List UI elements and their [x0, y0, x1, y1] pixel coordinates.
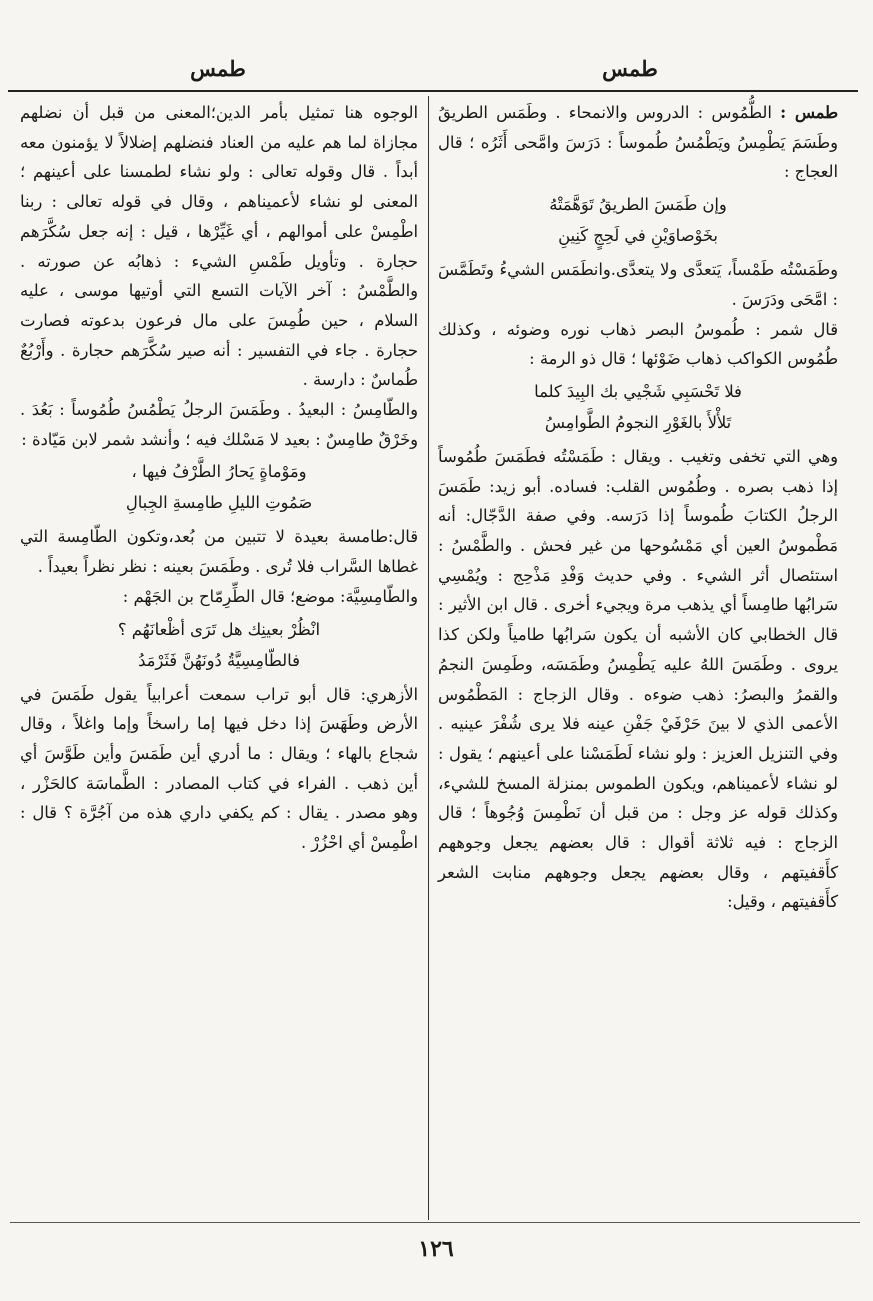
paragraph: الوجوه هنا تمثيل بأمر الدين؛المعنى من قبل أن نضلهم مجازاة لما هم عليه من العناد فنضلهم إضلالاً لا يؤمنون معه أبداً . قال وقوله تعالى : ولو نشاء لطمسنا على أعينهم ؛ المعنى لو نشاء لأعميناهم ، وقال في قوله تعالى : ربنا اطْمِسْ على أموالهم ، أي غَيِّرْها ، قيل : إنه جعل سُكَّرَهم حجارة . وتأويل طَمْسِ الشيء : ذهابُه عن صورته . والطَّمْسُ : آخر الآيات التسع التي أوتيها موسى ، عليه السلام ، حين طُمِسَ على مال فرعون بدعوته فصارت حجارة . جاء في التفسير : أنه صير سُكَّرَهم حجارة . وأَرْبُعٌ طُماسٌ : دارسة . — [20, 103, 418, 390]
verse-line: ومَوْماةٍ يَحارُ الطَّرْفُ فيها ، — [131, 462, 307, 482]
column-divider — [428, 96, 429, 1220]
paragraph: والطّامِسُ : البعيدُ . وطَمَسَ الرجلُ يَطْمُسُ طُمُوساً : بَعُدَ . وخَرْقٌ طامِسٌ : بعيد لا مَسْلك فيه ؛ وأنشد شمر لابن مَيّادة : — [20, 400, 418, 449]
page-number: ١٢٦ — [418, 1236, 454, 1262]
poem-verse — [20, 614, 418, 676]
running-header-left: طمس — [190, 56, 246, 81]
paragraph: الأزهري: قال أبو تراب سمعت أعرابياً يقول طَمَسَ في الأرض وطَهَسَ إذا دخل فيها إما راسخاً وإما واغلاً ، وقال شجاع بالهاء ؛ ويقال : ما أدري أين طَمَسَ وأين طَوَّسَ أي أين ذهب . الفراء في كتاب المصادر : الطَّماسَة كالحَزْر ، وهو مصدر . يقال : كم يكفي داري هذه من آجُرَّة ؟ قال : اطْمِسْ أي احْزُرْ . — [20, 684, 418, 853]
verse-line: بخَوْصاوَيْنِ في لَحِجٍ كَنِينِ — [558, 226, 718, 246]
entry-opening-paragraph — [438, 98, 838, 187]
paragraph: قال:طامسة بعيدة لا تتبين من بُعد،وتكون الطّامِسة التي غطاها السَّراب فلا تُرى . وطَمَسَ بعينه : نظر نظراً بعيداً . — [20, 527, 418, 577]
entry-headword: طمس : — [780, 103, 838, 122]
poem-verse — [438, 189, 838, 251]
left-column — [20, 98, 418, 858]
verse-line: فلا تَحْسَبِي شَجْيي بك البِيدَ كلما — [534, 381, 742, 401]
paragraph: وهي التي تخفى وتغيب . ويقال : طَمَسْتُه فطَمَسَ طُمُوساً إذا ذهب بصره . وطُمُوس القلب: فساده. أبو زيد: طَمَسَ الرجلُ الكتابَ طُموساً إذا دَرَسه. وفي صفة الدَّجّال: أنه مَطْموسُ العين أي مَمْسُوحها من غير فحش . والطَّمْسُ : استئصال أثر الشيء . وفي حديث وَفْدِ مَذْحِج : ويُمْسِي سَرابُها طامِساً أي يذهب مرة ويجيء أخرى . قال ابن الأثير : قال الخطابي كان الأشبه أن يكون سَرابُها طامياً ولكن كذا يروى . وطَمَسَ اللهُ عليه يَطْمِسُ وطَمَسَه، وطَمِسَ النجمُ والقمرُ والبصرُ: ذهب ضوءه . وقال الزجاج : المَطْمُوس الأعمى الذي لا بينَ حَرْفَيْ جَفْنِ عينه فلا يرى شُفْرَ عينيه . وفي التنزيل العزيز : ولو نشاء لَطَمَسْنا على أعينهم ؛ يقول : لو نشاء لأعميناهم، ويكون الطموس بمنزلة المسخ للشيء، وكذلك قوله عز وجل : من قبل أن نَطْمِسَ وُجُوهاً ؛ قال الزجاج : فيه ثلاثة أقوال : قال بعضهم يجعل وجوههم كأَقفيتهم ، وقال بعضهم يجعل وجوههم منابت الشعر كأَقفيتهم ، وقيل: — [438, 446, 838, 912]
paragraph-text: الطُّمُوس : الدروس والانمحاء . وطَمَس الطريقُ وطَسَمَ يَطْمِسُ ويَطْمُسُ طُموساً : دَرَسَ وامَّحى أَثَرُه ؛ قال العجاج : — [438, 103, 838, 182]
verse-line: تَلأْلأَ بالغَوْرِ النجومُ الطَّوامِسُ — [544, 412, 732, 432]
paragraph: قال شمر : طُموسُ البصر ذهاب نوره وضوئه ، وكذلك طُمُوس الكواكب ذهاب ضَوْئها ؛ قال ذو الرمة : — [438, 319, 838, 369]
verse-line: وإن طَمَسَ الطريقُ تَوَهَّمَتْهُ — [549, 195, 727, 215]
verse-line: صَمُوتِ الليلِ طامِسةِ الجِبالِ — [125, 493, 313, 513]
poem-verse — [20, 456, 418, 518]
header-rule — [8, 90, 858, 92]
paragraph: وطَمَسْتُه طَمْساً، يَتعدَّى ولا يتعدَّى.وانطَمَس الشيءُ وتَطَمَّسَ : امَّحَى ودَرَسَ . — [438, 260, 838, 309]
verse-line: فالطّامِسِيَّةُ دُونَهُنَّ فَثَرْمَدُ — [138, 650, 300, 670]
verse-line: انْظُرْ بعينِك هل تَرَى أظْعانَهُم ؟ — [117, 619, 321, 639]
right-column — [438, 98, 838, 917]
paragraph: والطّامِسِيَّة: موضع؛ قال الطِّرِمّاح بن الجَهْم : — [122, 586, 418, 606]
poem-verse — [438, 376, 838, 438]
running-header-right: طمس — [602, 56, 658, 81]
footer-rule — [10, 1222, 860, 1223]
